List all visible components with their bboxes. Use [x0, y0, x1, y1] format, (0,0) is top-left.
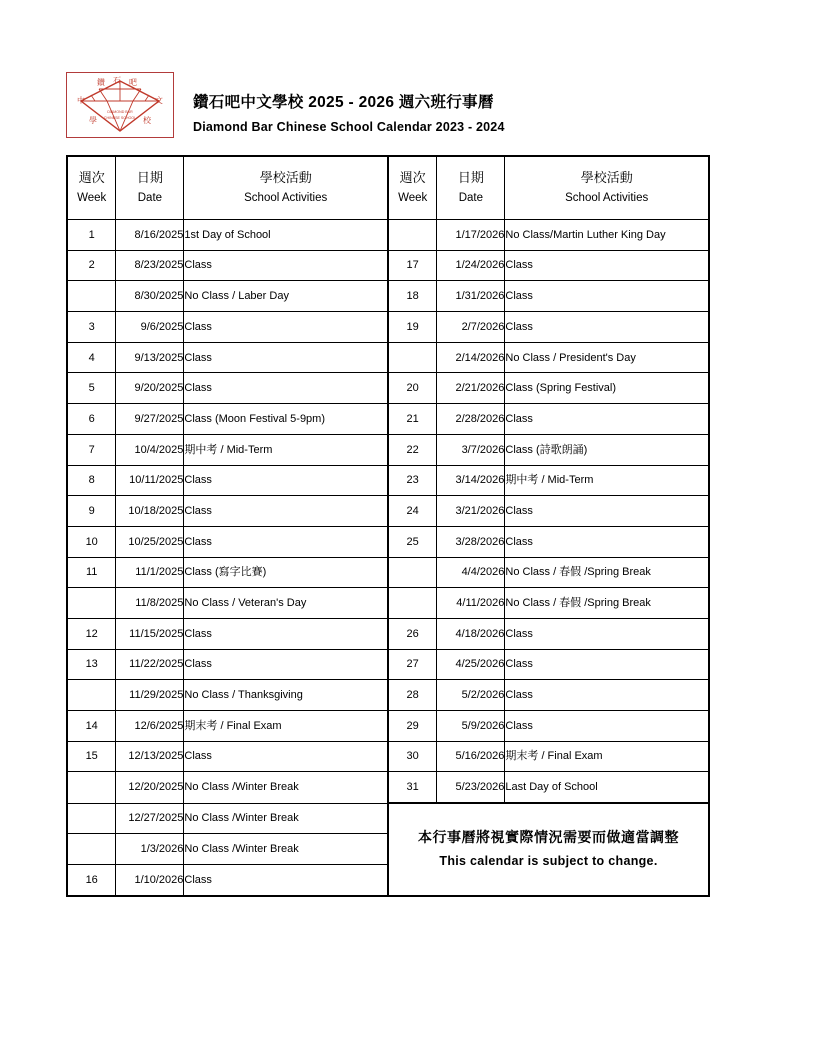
cell-date: 9/20/2025 — [116, 373, 184, 404]
cell-week: 17 — [388, 250, 437, 281]
cell-date: 1/3/2026 — [116, 834, 184, 865]
cell-date: 9/6/2025 — [116, 312, 184, 343]
cell-activity: No Class /Winter Break — [184, 772, 388, 803]
cell-week — [388, 557, 437, 588]
cell-week — [67, 588, 116, 619]
cell-activity: Class — [184, 465, 388, 496]
cell-activity: No Class / Thanksgiving — [184, 680, 388, 711]
cell-date: 8/23/2025 — [116, 250, 184, 281]
cell-activity: Class — [505, 680, 709, 711]
cell-week — [67, 680, 116, 711]
cell-week: 13 — [67, 649, 116, 680]
cell-week: 9 — [67, 496, 116, 527]
cell-activity: Class — [505, 711, 709, 742]
cell-activity: Class — [184, 649, 388, 680]
cell-activity: No Class /Winter Break — [184, 803, 388, 834]
cell-activity: Class (Moon Festival 5-9pm) — [184, 404, 388, 435]
header-week-left: 週次 Week — [67, 156, 116, 220]
cell-activity: Class (Spring Festival) — [505, 373, 709, 404]
table-row — [67, 342, 709, 373]
cell-activity: 1st Day of School — [184, 220, 388, 251]
cell-week: 28 — [388, 680, 437, 711]
cell-date: 1/31/2026 — [437, 281, 505, 312]
cell-date: 9/13/2025 — [116, 342, 184, 373]
calendar-note — [388, 803, 709, 896]
table-row — [67, 711, 709, 742]
cell-week: 11 — [67, 557, 116, 588]
table-row — [67, 465, 709, 496]
cell-date: 4/18/2026 — [437, 618, 505, 649]
svg-text:吧: 吧 — [129, 78, 137, 87]
cell-week: 15 — [67, 741, 116, 772]
cell-week: 26 — [388, 618, 437, 649]
cell-activity: 期末考 / Final Exam — [184, 711, 388, 742]
table-row — [67, 803, 709, 834]
cell-week — [388, 220, 437, 251]
cell-activity: Class — [505, 496, 709, 527]
cell-date: 4/11/2026 — [437, 588, 505, 619]
table-row — [67, 220, 709, 251]
cell-date: 4/4/2026 — [437, 557, 505, 588]
cell-activity: 期末考 / Final Exam — [505, 741, 709, 772]
header-date-right: 日期 Date — [437, 156, 505, 220]
cell-week: 5 — [67, 373, 116, 404]
cell-date: 2/28/2026 — [437, 404, 505, 435]
cell-date: 12/13/2025 — [116, 741, 184, 772]
cell-activity: Last Day of School — [505, 772, 709, 803]
cell-activity: Class — [184, 526, 388, 557]
cell-activity: No Class / Laber Day — [184, 281, 388, 312]
table-row — [67, 557, 709, 588]
table-row — [67, 680, 709, 711]
cell-activity: No Class /Winter Break — [184, 834, 388, 865]
table-row — [67, 496, 709, 527]
table-row — [67, 526, 709, 557]
cell-date: 12/27/2025 — [116, 803, 184, 834]
school-logo — [66, 72, 174, 138]
cell-week: 27 — [388, 649, 437, 680]
cell-week: 6 — [67, 404, 116, 435]
svg-text:鑽: 鑽 — [97, 78, 105, 87]
cell-week — [388, 588, 437, 619]
header-week-right: 週次 Week — [388, 156, 437, 220]
svg-text:石: 石 — [113, 76, 121, 85]
cell-week: 31 — [388, 772, 437, 803]
cell-date: 2/21/2026 — [437, 373, 505, 404]
cell-activity: Class — [505, 649, 709, 680]
cell-activity: Class (寫字比賽) — [184, 557, 388, 588]
calendar-table-wrapper — [66, 155, 710, 897]
cell-date: 11/8/2025 — [116, 588, 184, 619]
table-row — [67, 404, 709, 435]
cell-date: 3/21/2026 — [437, 496, 505, 527]
cell-week: 30 — [388, 741, 437, 772]
cell-activity: Class (詩歌朗誦) — [505, 434, 709, 465]
cell-week: 16 — [67, 864, 116, 895]
cell-activity: Class — [505, 281, 709, 312]
cell-activity: Class — [184, 496, 388, 527]
cell-activity: Class — [184, 312, 388, 343]
cell-week: 29 — [388, 711, 437, 742]
cell-date: 10/18/2025 — [116, 496, 184, 527]
cell-week: 20 — [388, 373, 437, 404]
cell-activity: Class — [505, 404, 709, 435]
svg-text:CHINESE SCHOOL: CHINESE SCHOOL — [103, 116, 137, 120]
cell-date: 3/7/2026 — [437, 434, 505, 465]
cell-activity: Class — [184, 373, 388, 404]
cell-activity: No Class/Martin Luther King Day — [505, 220, 709, 251]
cell-date: 12/6/2025 — [116, 711, 184, 742]
cell-week — [388, 342, 437, 373]
cell-date: 2/14/2026 — [437, 342, 505, 373]
cell-date: 10/4/2025 — [116, 434, 184, 465]
cell-week: 23 — [388, 465, 437, 496]
cell-activity: No Class / 春假 /Spring Break — [505, 557, 709, 588]
cell-date: 2/7/2026 — [437, 312, 505, 343]
cell-week: 18 — [388, 281, 437, 312]
table-row — [67, 618, 709, 649]
note-text-en: This calendar is subject to change. — [439, 854, 658, 869]
svg-text:中: 中 — [77, 96, 85, 105]
cell-date: 12/20/2025 — [116, 772, 184, 803]
cell-activity: Class — [184, 741, 388, 772]
cell-activity: 期中考 / Mid-Term — [184, 434, 388, 465]
cell-date: 11/22/2025 — [116, 649, 184, 680]
cell-date: 1/10/2026 — [116, 864, 184, 895]
svg-text:文: 文 — [155, 96, 163, 105]
cell-date: 5/16/2026 — [437, 741, 505, 772]
page-title-cn: 鑽石吧中文學校 2025 - 2026 週六班行事曆 — [193, 94, 494, 111]
table-row — [67, 741, 709, 772]
cell-week: 4 — [67, 342, 116, 373]
cell-week: 3 — [67, 312, 116, 343]
document-header — [66, 70, 710, 142]
cell-week: 8 — [67, 465, 116, 496]
table-row — [67, 772, 709, 803]
cell-activity: 期中考 / Mid-Term — [505, 465, 709, 496]
cell-date: 5/23/2026 — [437, 772, 505, 803]
calendar-table — [66, 155, 710, 897]
cell-date: 10/25/2025 — [116, 526, 184, 557]
cell-date: 11/29/2025 — [116, 680, 184, 711]
cell-week: 25 — [388, 526, 437, 557]
cell-date: 9/27/2025 — [116, 404, 184, 435]
cell-week: 24 — [388, 496, 437, 527]
cell-week — [67, 803, 116, 834]
cell-activity: Class — [505, 312, 709, 343]
cell-week: 21 — [388, 404, 437, 435]
table-row — [67, 250, 709, 281]
cell-week: 10 — [67, 526, 116, 557]
header-activities-right: 學校活動 School Activities — [505, 156, 709, 220]
svg-text:DIAMOND BAR: DIAMOND BAR — [107, 110, 133, 114]
note-text-cn: 本行事曆將視實際情況需要而做適當調整 — [417, 828, 679, 845]
table-row — [67, 649, 709, 680]
svg-text:校: 校 — [143, 116, 151, 125]
header-date-left: 日期 Date — [116, 156, 184, 220]
cell-week: 1 — [67, 220, 116, 251]
cell-week — [67, 772, 116, 803]
table-row — [67, 434, 709, 465]
cell-activity: Class — [184, 342, 388, 373]
cell-activity: Class — [505, 250, 709, 281]
cell-date: 3/28/2026 — [437, 526, 505, 557]
cell-week — [67, 281, 116, 312]
cell-date: 5/2/2026 — [437, 680, 505, 711]
cell-activity: No Class / Veteran's Day — [184, 588, 388, 619]
table-header-row — [67, 156, 709, 220]
cell-date: 11/1/2025 — [116, 557, 184, 588]
cell-activity: No Class / President's Day — [505, 342, 709, 373]
cell-date: 8/16/2025 — [116, 220, 184, 251]
cell-week: 22 — [388, 434, 437, 465]
cell-activity: Class — [184, 618, 388, 649]
cell-week: 19 — [388, 312, 437, 343]
title-block — [193, 90, 693, 134]
header-activities-left: 學校活動 School Activities — [184, 156, 388, 220]
cell-date: 11/15/2025 — [116, 618, 184, 649]
cell-date: 10/11/2025 — [116, 465, 184, 496]
cell-week: 12 — [67, 618, 116, 649]
table-row — [67, 281, 709, 312]
cell-date: 1/24/2026 — [437, 250, 505, 281]
cell-activity: Class — [505, 618, 709, 649]
cell-activity: Class — [184, 864, 388, 895]
cell-week: 14 — [67, 711, 116, 742]
cell-date: 3/14/2026 — [437, 465, 505, 496]
cell-week: 7 — [67, 434, 116, 465]
cell-activity: Class — [184, 250, 388, 281]
cell-activity: Class — [505, 526, 709, 557]
table-row — [67, 312, 709, 343]
svg-text:學: 學 — [89, 116, 97, 125]
cell-date: 1/17/2026 — [437, 220, 505, 251]
cell-week: 2 — [67, 250, 116, 281]
table-row — [67, 373, 709, 404]
cell-date: 5/9/2026 — [437, 711, 505, 742]
table-row — [67, 588, 709, 619]
cell-date: 8/30/2025 — [116, 281, 184, 312]
page-title-en: Diamond Bar Chinese School Calendar 2023 - 2024 — [193, 120, 505, 134]
cell-week — [67, 834, 116, 865]
cell-activity: No Class / 春假 /Spring Break — [505, 588, 709, 619]
cell-date: 4/25/2026 — [437, 649, 505, 680]
